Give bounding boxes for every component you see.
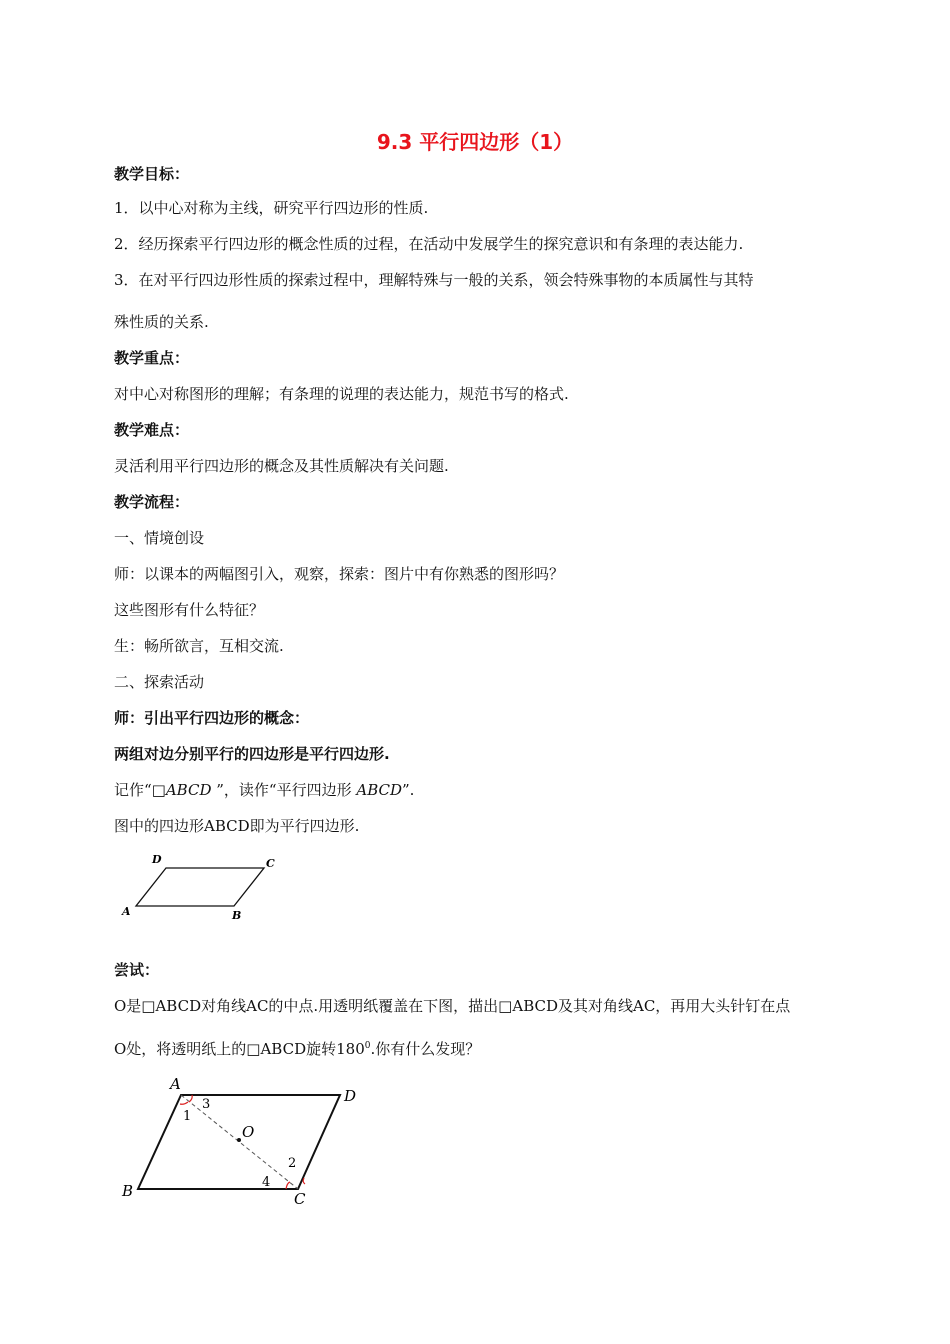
notation-mid: ”，读作“平行四边形: [211, 781, 357, 799]
objectives-heading: 教学目标：: [114, 165, 190, 183]
objective-item: 2．经历探索平行四边形的概念性质的过程，在活动中发展学生的探究意识和有条理的表达能力.: [114, 235, 744, 253]
angle-arc-3: [189, 1095, 192, 1102]
attempt-line2-post: .你有什么发现？: [370, 1040, 481, 1058]
key-points-heading: 教学重点：: [114, 349, 190, 367]
angle-arc-1: [180, 1102, 188, 1104]
objective-item: 3．在对平行四边形性质的探索过程中，理解特殊与一般的关系，领会特殊事物的本质属性与其特: [114, 271, 754, 289]
midpoint-label-o: O: [242, 1123, 255, 1141]
process-heading: 教学流程：: [114, 493, 190, 511]
definition-text: 两组对边分别平行的四边形是平行四边形.: [114, 745, 390, 763]
difficulties-heading: 教学难点：: [114, 421, 190, 439]
angle-arc-4: [286, 1182, 290, 1189]
angle-label-2: 2: [288, 1156, 297, 1171]
vertex-label-b: B: [232, 909, 242, 922]
teacher-line: 这些图形有什么特征？: [114, 601, 265, 619]
difficulties-text: 灵活利用平行四边形的概念及其性质解决有关问题.: [114, 457, 449, 475]
vertex-label-d: D: [344, 1087, 357, 1105]
objective-item: 1．以中心对称为主线，研究平行四边形的性质.: [114, 199, 429, 217]
attempt-text-2: [114, 1036, 480, 1059]
notation-pre: 记作“: [114, 781, 152, 799]
vertex-label-d: D: [152, 853, 162, 866]
angle-label-3: 3: [202, 1097, 211, 1112]
notation-post: ”.: [402, 781, 415, 799]
vertex-label-a: A: [122, 905, 131, 918]
page-title: 9.3 平行四边形（1）: [376, 130, 574, 154]
angle-label-1: 1: [183, 1109, 192, 1124]
angle-label-4: 4: [262, 1175, 271, 1190]
vertex-label-a: A: [170, 1075, 181, 1093]
vertex-label-c: C: [294, 1190, 306, 1208]
diagonal-ac: [181, 1095, 298, 1189]
attempt-text: O是□ABCD对角线AC的中点.用透明纸覆盖在下图，描出□ABCD及其对角线AC，再用大头针钉在点: [114, 997, 791, 1015]
student-line: 生：畅所欲言，互相交流.: [114, 637, 284, 655]
key-points-text: 对中心对称图形的理解；有条理的说理的表达能力，规范书写的格式.: [114, 385, 569, 403]
teacher-line: 师：引出平行四边形的概念：: [114, 709, 310, 727]
section-heading: 二、探索活动: [114, 673, 205, 691]
parallelogram-figure-2: [118, 1074, 368, 1208]
notation-abcd: ABCD: [356, 781, 402, 799]
teacher-line: 师：以课本的两幅图引入，观察，探索：图片中有你熟悉的图形吗？: [114, 565, 565, 583]
degree-superscript: 0: [364, 1041, 371, 1051]
figure-note: 图中的四边形ABCD即为平行四边形.: [114, 817, 360, 835]
objective-item: 殊性质的关系.: [114, 313, 209, 331]
vertex-label-c: C: [266, 857, 275, 870]
attempt-heading: 尝试：: [114, 961, 160, 979]
midpoint-o: [237, 1138, 241, 1142]
angle-arc-2: [303, 1178, 305, 1184]
parallelogram-figure-1: [110, 848, 290, 928]
attempt-line2-pre: O处，将透明纸上的□ABCD旋转180: [114, 1040, 365, 1058]
section-heading: 一、情境创设: [114, 529, 205, 547]
notation-symbol: □ABCD: [151, 781, 212, 799]
parallelogram-shape: [136, 868, 264, 906]
vertex-label-b: B: [122, 1182, 134, 1200]
notation-line: [114, 780, 414, 800]
